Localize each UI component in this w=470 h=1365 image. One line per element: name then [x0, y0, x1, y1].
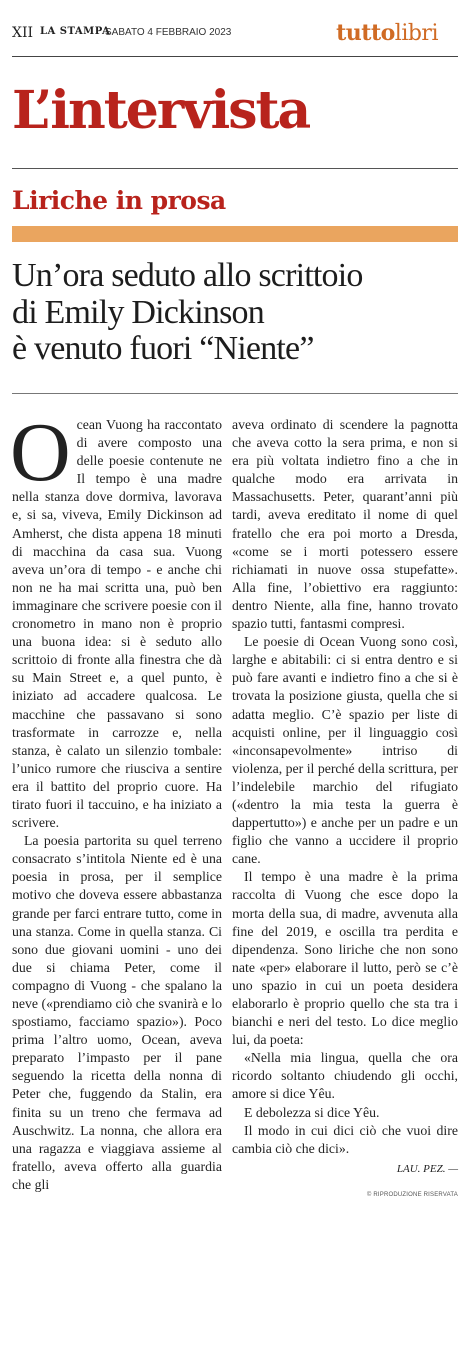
article-paragraph-4: Le poesie di Ocean Vuong sono così, larghe e abitabili: ci si entra dentro e si può fare avanti e indietro fino a che si è trovata la posizione giusta, quella che si adatta meglio. C’è spazio per liste di acquisti online, per il linguaggio così «inconsapevolmente» intriso di violenza, per il perché della scrittura, per l’indelebile marchio del rifugiato («dentro la mia testa la guerra è dappertutto») e anche per un padre e un figlio che vanno a uccidere il proprio cane. — [232, 634, 459, 867]
article-paragraph-2: La poesia partorita su quel terreno consacrato s’intitola Niente ed è una poesia in prosa, per il semplice motivo che doveva essere abbastanza grande per farci entrare tutto, come in una stanza. Come in quella stanza. Ci sono due giovani uomini - uno dei due si chiama Peter, come il compagno di Vuong - che spalano la neve («prendiamo ciò che svanirà e lo spostiamo, facciamo spazio»). Poco prima l’altro uomo, Ocean, aveva preparato l’impasto per il pane seguendo la ricetta della nonna di Peter che, fuggendo da Stalin, era finita su un treno che fermava ad Auschwitz. La nonna, che allora era una ragazza e viaggiava assieme al fratello, aveva offerto alla guardia che gli — [12, 833, 222, 1192]
page-number: XII — [12, 25, 34, 41]
page-header — [12, 22, 458, 44]
headline-line2: di Emily Dickinson — [12, 293, 264, 331]
brand-part1: tutto — [336, 20, 395, 46]
headline-rule — [12, 393, 458, 394]
kicker-bar — [12, 226, 458, 242]
kicker: Liriche in prosa — [12, 186, 226, 215]
brand-logo — [336, 20, 438, 46]
headline-line3: è venuto fuori “Niente” — [12, 330, 314, 367]
article-column-2 — [232, 416, 458, 1204]
headline — [12, 258, 462, 368]
author-signature: LAU. PEZ. — — [396, 1162, 458, 1175]
article-paragraph-3: aveva ordinato di scendere la pagnotta che aveva cotto la sera prima, e non si era più voltata indietro fino a che in qualche modo era arrivata in Massachusetts. Peter, quarant’anni più tardi, aveva ereditato il nome di quel fratello che era poi morto a Dresda, «come se i morti potessero essere richiamati in nuove ossa stupefatte». Alla fine, l’obiettivo era raggiunto: dentro Niente, alla fine, hanno trovato spazio tutti, fantasmi compresi. — [232, 417, 458, 632]
dateline: SABATO 4 FEBBRAIO 2023 — [105, 27, 232, 38]
article-paragraph-6: «Nella mia lingua, quella che ora ricordo soltanto chiudendo gli occhi, amore si dice Yêu. — [232, 1050, 458, 1102]
drop-cap: O — [10, 406, 71, 499]
section-rule — [12, 168, 458, 169]
header-rule — [12, 56, 458, 57]
copyright-notice: © RIPRODUZIONE RISERVATA — [366, 1191, 458, 1198]
section-title: L’intervista — [12, 80, 310, 141]
article-paragraph-8: Il modo in cui dici ciò che vuoi dire cambia ciò che dici». — [232, 1122, 458, 1156]
article-paragraph-7: E debolezza si dice Yêu. — [244, 1104, 380, 1120]
article-paragraph-1 — [10, 406, 222, 832]
article-paragraph-5: Il tempo è una madre è la prima raccolta di Vuong che esce dopo la morta della sua, di madre, avvenuta alla fine del 2019, e oscilla tra perdita e dipendenza. Sono liriche che non sono nate «per» elaborare il lutto, però se c’è uno spazio in cui un poeta desidera elaborarlo è proprio quello che sta tra i bianchi e neri del testo. Lo dice meglio lui, da poeta: — [232, 869, 458, 1048]
masthead: LA STAMPA — [40, 26, 111, 37]
brand-part2: libri — [394, 21, 438, 46]
paragraph-1-text: cean Vuong ha raccontato di avere composto una delle poesie contenute ne Il tempo è una madre nella stanza dove dormiva, lavorava e, si sa, viveva, Emily Dickinson ad Amherst, che dista appena 18 minuti di macchina da casa sua. Vuong aveva un’ora di tempo - e anche chi non ne ha mai scritta una, può ben immaginare che scrivere poesie con il cronometro in mano non è proprio una buona idea: si è seduto allo scrittoio di fronte alla finestra che dà su Main Street e, a quel punto, è iniziato ad accadere qualcosa. Le macchine che passavano si sono trasformate in carrozze e, nella stanza, è calato un silenzio tombale: l’unico rumore che riusciva a sentire era il battito del proprio cuore. Ha tirato fuori il taccuino, e ha iniziato a scrivere. — [12, 417, 222, 831]
article-column-1 — [10, 406, 222, 1194]
headline-line1: Un’ora seduto allo scrittoio — [12, 257, 363, 294]
